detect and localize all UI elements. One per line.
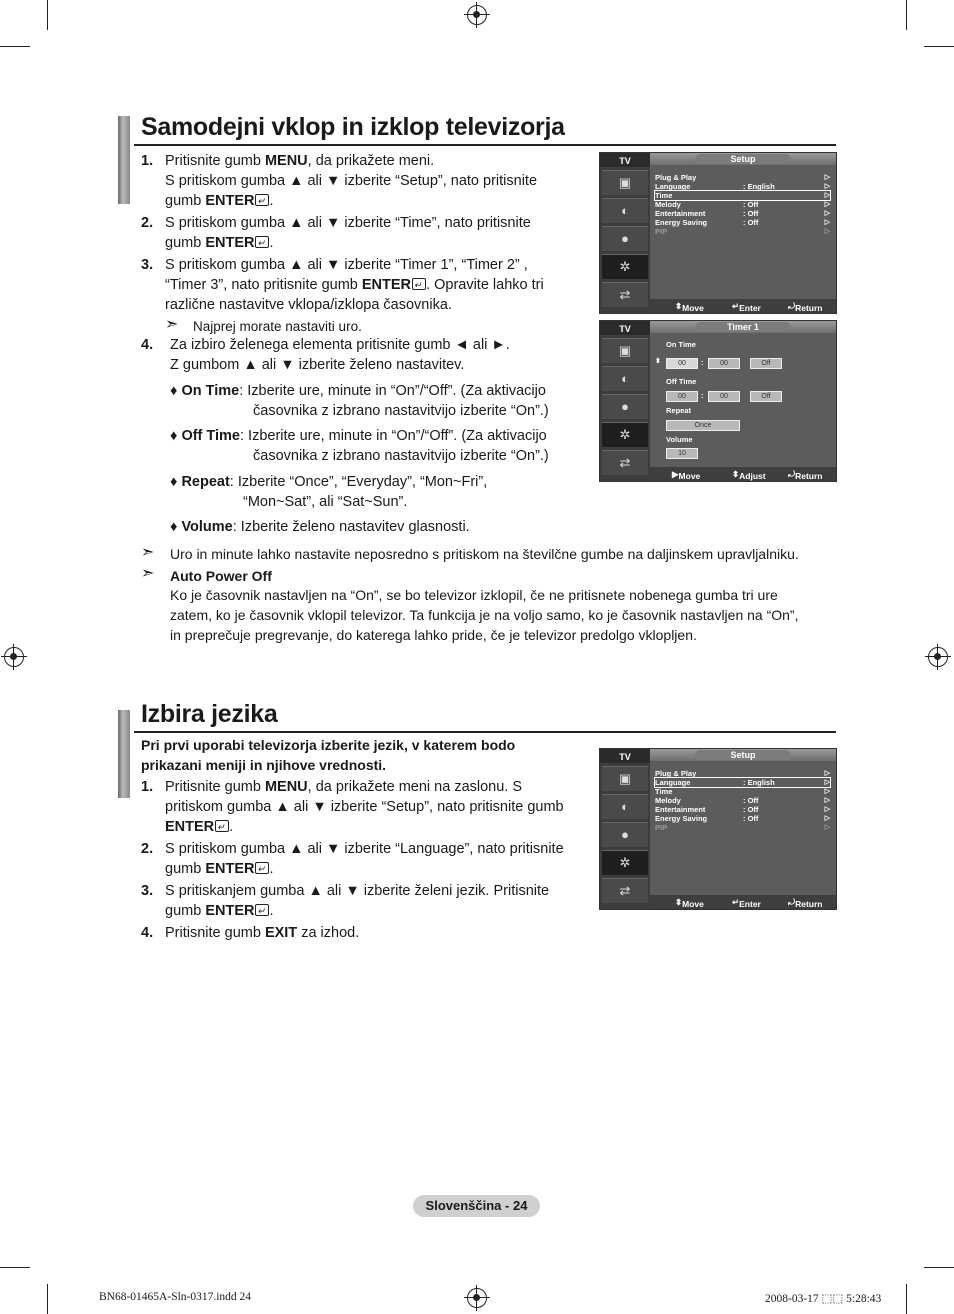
channel-icon: ● xyxy=(602,394,648,419)
crop-mark xyxy=(0,46,30,47)
menu-item-selected: Time ▷ xyxy=(655,191,830,200)
updown-icon: ⬍ xyxy=(655,358,661,365)
input-icon: ⇄ xyxy=(602,878,648,903)
section-bar xyxy=(118,116,130,204)
tv-osd-timer: TV ▣ ◐ ● ✲ ⇄ Timer 1 On Time ⬍ 00 : 00 Off Off Time 00 : 00 Off Repeat Once Volume 10 ▶ Move ⬍ Adjust ⤾ Return xyxy=(599,320,837,482)
step-text: Za izbiro želenega elementa pritisnite gumb ◄ ali ►. Z gumbom ▲ ali ▼ izberite želeno nastavitev. xyxy=(170,337,510,373)
bullet-repeat-cont: “Mon~Sat”, ali “Sat~Sun”. xyxy=(243,494,408,510)
tv-osd-setup: TV ▣ ◐ ● ✲ ⇄ Setup Plug & Play ▷ Language : English ▷ Time ▷ Melody : Off ▷ Entertainment : Off ▷ Energy Saving : Off ▷ PIP ▷ ⬍ Move ↵ Enter ⤾ Return xyxy=(599,152,837,314)
menu-item: Melody : Off ▷ xyxy=(655,200,830,209)
crop-mark xyxy=(47,0,48,30)
menu-item: Entertainment : Off ▷ xyxy=(655,209,830,218)
sound-icon: ◐ xyxy=(602,794,648,819)
bullet-off-time: ♦ Off Time: Izberite ure, minute in “On”/“Off”. (Za aktivacijo xyxy=(170,428,547,444)
menu-item-selected: Language : English ▷ xyxy=(655,778,830,787)
section-rule xyxy=(134,731,836,733)
step-text: S pritiskom gumba ▲ ali ▼ izberite “Language”, nato pritisnite gumb ENTER↵ . xyxy=(165,840,564,880)
crop-mark xyxy=(906,1284,907,1314)
setup-gear-icon: ✲ xyxy=(602,422,648,447)
menu-item: PIP ▷ xyxy=(655,227,830,236)
note-text: Najprej morate nastaviti uro. xyxy=(193,319,362,334)
registration-mark-icon xyxy=(467,5,487,25)
bullet-volume: ♦ Volume: Izberite želeno nastavitev glasnosti. xyxy=(170,519,470,535)
bullet-repeat: ♦ Repeat: Izberite “Once”, “Everyday”, “Mon~Fri”, xyxy=(170,474,488,490)
menu-item: Energy Saving : Off ▷ xyxy=(655,218,830,227)
step-text: S pritiskom gumba ▲ ali ▼ izberite “Time”, nato pritisnite gumb ENTER↵ . xyxy=(165,214,531,254)
footer-date: 2008-03-17 ⬚⬚ 5:28:43 xyxy=(765,1293,882,1305)
channel-icon: ● xyxy=(602,822,648,847)
note-text: Uro in minute lahko nastavite neposredno s pritiskom na številčne gumbe na daljinskem upravljalniku. xyxy=(170,546,799,562)
bullet-off-time-cont: časovnika z izbrano nastavitvijo izberite “On”.) xyxy=(253,448,549,464)
note-title: Auto Power Off xyxy=(170,568,272,584)
note-arrow-icon: ➣ xyxy=(141,544,155,561)
menu-item: Entertainment : Off ▷ xyxy=(655,805,830,814)
bullet-on-time-cont: časovnika z izbrano nastavitvijo izberite “On”.) xyxy=(253,403,549,419)
registration-mark-icon xyxy=(928,647,948,667)
crop-mark xyxy=(906,0,907,30)
menu-item: Time ▷ xyxy=(655,787,830,796)
step-text: Pritisnite gumb MENU, da prikažete meni na zaslonu. S pritiskom gumba ▲ ali ▼ izberite “Setup”, nato pritisnite gumb ENTER↵ . xyxy=(165,778,564,837)
registration-mark-icon xyxy=(467,1288,487,1308)
picture-icon: ▣ xyxy=(602,170,648,195)
menu-item: Energy Saving : Off ▷ xyxy=(655,814,830,823)
note-arrow-icon: ➣ xyxy=(141,565,155,582)
note-paragraph: Ko je časovnik nastavljen na “On”, se bo televizor izklopil, če ne pritisnete nobenega gumba tri ure zatem, ko je časovnik vklopil televizor. Ta funkcija je na voljo samo, ko je časovnik nastavljen na “On”, in preprečuje pregrevanje, do katerega lahko pride, če je televizor predolgo vklopljen. xyxy=(170,587,799,643)
channel-icon: ● xyxy=(602,226,648,251)
note-arrow-icon: ➣ xyxy=(165,316,179,333)
menu-item: Plug & Play ▷ xyxy=(655,173,830,182)
sound-icon: ◐ xyxy=(602,366,648,391)
crop-mark xyxy=(0,1267,30,1268)
section-title: Izbira jezika xyxy=(141,700,278,728)
step-text: Pritisnite gumb EXIT za izhod. xyxy=(165,925,360,941)
crop-mark xyxy=(47,1284,48,1314)
section-bar xyxy=(118,710,130,798)
step-text: S pritiskanjem gumba ▲ ali ▼ izberite želeni jezik. Pritisnite gumb ENTER↵ . xyxy=(165,882,549,922)
page-number-label: Slovenščina - 24 xyxy=(413,1195,540,1217)
section-title: Samodejni vklop in izklop televizorja xyxy=(141,113,565,141)
tv-osd-setup-language: TV ▣ ◐ ● ✲ ⇄ Setup Plug & Play ▷ Language : English ▷ Time ▷ Melody : Off ▷ Entertainment : Off ▷ Energy Saving : Off ▷ PIP ▷ ⬍ Move ↵ Enter ⤾ Return xyxy=(599,748,837,910)
menu-item: PIP ▷ xyxy=(655,823,830,832)
input-icon: ⇄ xyxy=(602,450,648,475)
input-icon: ⇄ xyxy=(602,282,648,307)
registration-mark-icon xyxy=(4,647,24,667)
menu-item: Language : English ▷ xyxy=(655,182,830,191)
step-text: S pritiskom gumba ▲ ali ▼ izberite “Timer 1”, “Timer 2” , “Timer 3”, nato pritisnite gumb ENTER↵ . Opravite lahko tri različne nastavitve vklopa/izklopa časovnika. xyxy=(165,256,544,315)
bullet-on-time: ♦ On Time: Izberite ure, minute in “On”/“Off”. (Za aktivacijo xyxy=(170,383,546,399)
picture-icon: ▣ xyxy=(602,766,648,791)
crop-mark xyxy=(924,46,954,47)
setup-gear-icon: ✲ xyxy=(602,254,648,279)
crop-mark xyxy=(924,1267,954,1268)
picture-icon: ▣ xyxy=(602,338,648,363)
sound-icon: ◐ xyxy=(602,198,648,223)
menu-item: Plug & Play ▷ xyxy=(655,769,830,778)
intro-text: Pri prvi uporabi televizorja izberite jezik, v katerem bodo prikazani meniji in njihove vrednosti. xyxy=(141,737,516,773)
section-rule xyxy=(134,144,836,146)
menu-item: Melody : Off ▷ xyxy=(655,796,830,805)
setup-gear-icon: ✲ xyxy=(602,850,648,875)
step-text: Pritisnite gumb MENU, da prikažete meni. S pritiskom gumba ▲ ali ▼ izberite “Setup”, nato pritisnite gumb ENTER↵ . xyxy=(165,152,537,211)
footer-file: BN68-01465A-Sln-0317.indd 24 xyxy=(99,1291,252,1303)
